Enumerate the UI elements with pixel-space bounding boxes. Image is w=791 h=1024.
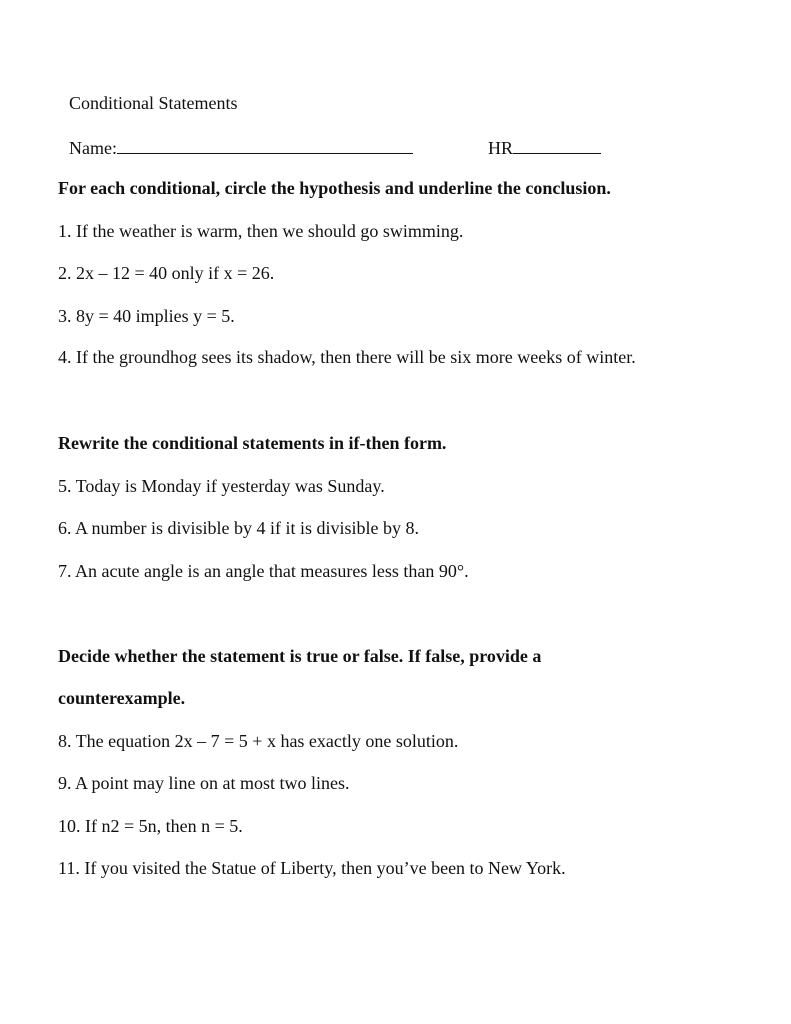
question-item: 2. 2x – 12 = 40 only if x = 26. <box>58 263 275 283</box>
section-heading: Rewrite the conditional statements in if-then form. <box>58 433 447 453</box>
worksheet-title: Conditional Statements <box>69 93 238 113</box>
question-item: 1. If the weather is warm, then we should go swimming. <box>58 221 464 241</box>
hr-blank[interactable] <box>513 137 601 154</box>
question-item: 5. Today is Monday if yesterday was Sunday. <box>58 476 385 496</box>
question-item: 3. 8y = 40 implies y = 5. <box>58 306 235 326</box>
question-item: 11. If you visited the Statue of Liberty, then you’ve been to New York. <box>58 858 566 878</box>
question-item: 7. An acute angle is an angle that measures less than 90°. <box>58 561 469 581</box>
name-blank[interactable] <box>117 137 413 154</box>
name-field <box>69 137 413 159</box>
question-item: 10. If n2 = 5n, then n = 5. <box>58 816 243 836</box>
name-label: Name: <box>69 138 117 158</box>
section-heading: Decide whether the statement is true or false. If false, provide a <box>58 646 542 666</box>
question-item: 4. If the groundhog sees its shadow, then there will be six more weeks of winter. <box>58 347 636 367</box>
question-item: 6. A number is divisible by 4 if it is divisible by 8. <box>58 518 420 538</box>
hr-label: HR <box>488 138 514 158</box>
section-heading-continued: counterexample. <box>58 688 186 708</box>
question-item: 8. The equation 2x – 7 = 5 + x has exactly one solution. <box>58 731 459 751</box>
hr-field <box>488 137 601 159</box>
question-item: 9. A point may line on at most two lines. <box>58 773 350 793</box>
section-heading: For each conditional, circle the hypothesis and underline the conclusion. <box>58 178 611 198</box>
